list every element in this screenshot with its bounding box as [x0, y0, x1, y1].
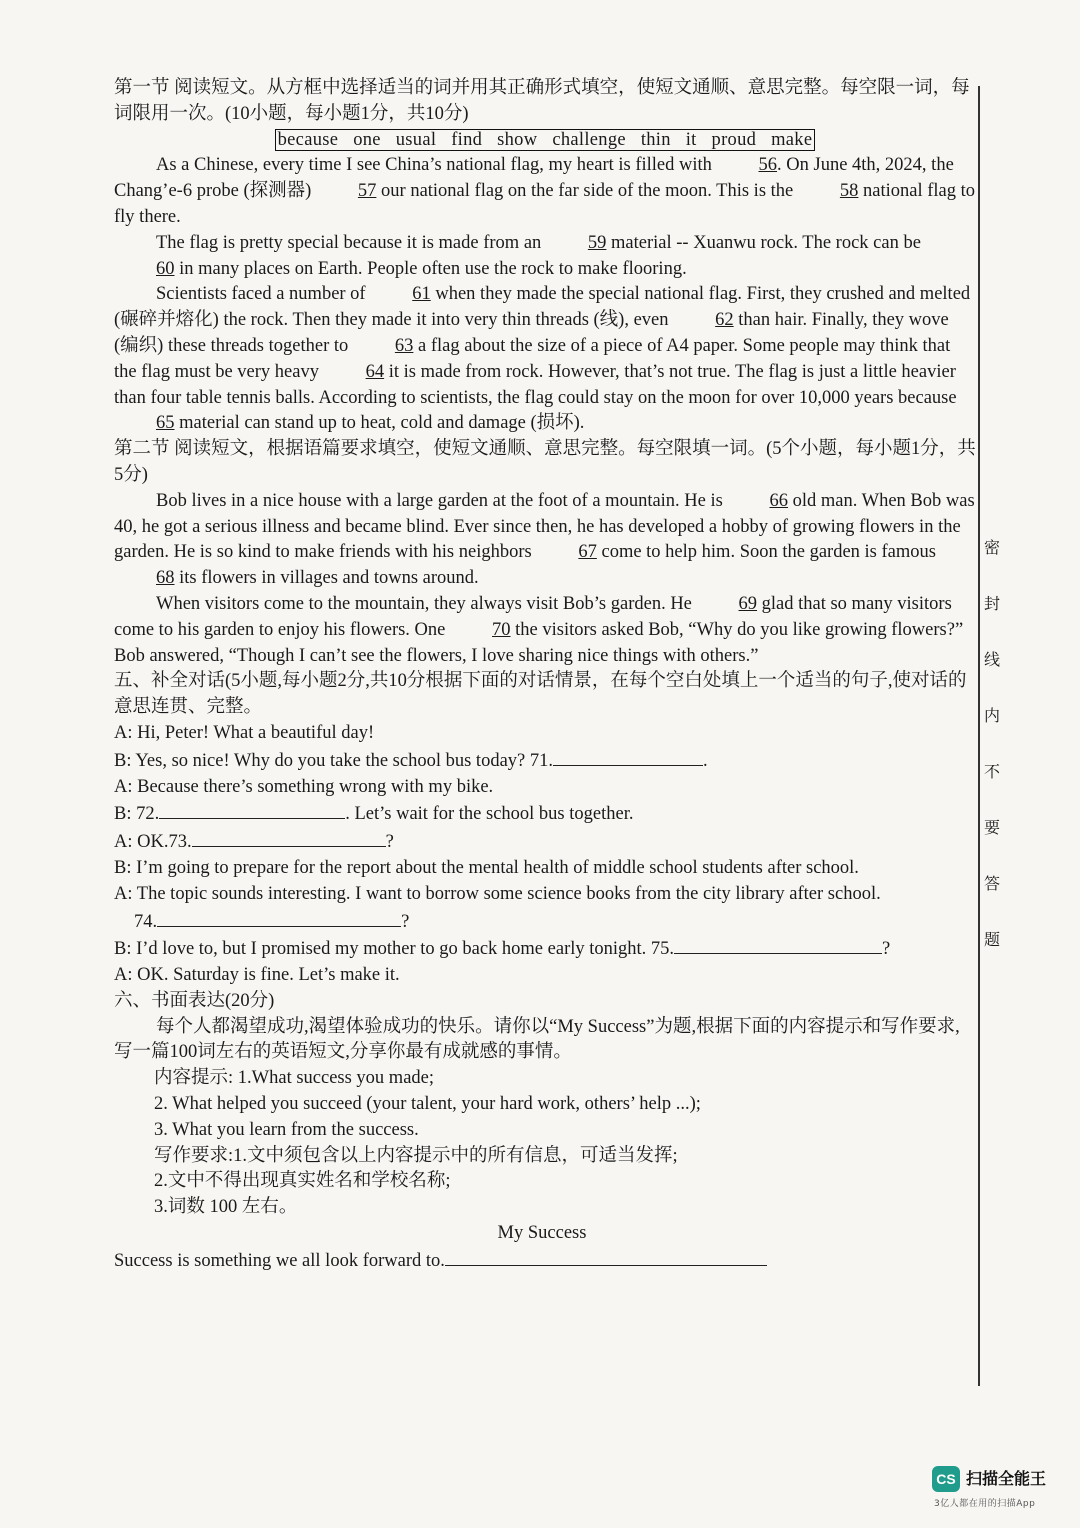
- answer-blank-72[interactable]: [159, 800, 345, 819]
- passage-text: than hair. Finally, they wove (编织) these threads together to: [114, 310, 949, 356]
- essay-blank[interactable]: [445, 1247, 767, 1266]
- dialogue-line-7: A: The topic sounds interesting. I want to borrow some science books from the city library after school.: [114, 883, 881, 904]
- requirement-1: 写作要求:1.文中须包含以上内容提示中的所有信息，可适当发挥;: [154, 1145, 678, 1166]
- passage-text: material can stand up to heat, cold and damage (损坏).: [174, 413, 585, 434]
- dialogue-text: B: 72.: [114, 804, 160, 825]
- answer-blank-73[interactable]: [192, 828, 386, 847]
- essay-title: My Success: [497, 1223, 587, 1244]
- dialogue-line-9: [114, 935, 976, 963]
- blank-62[interactable]: 62: [715, 310, 734, 331]
- passage-text: come to help him. Soon the garden is famous: [596, 542, 936, 563]
- passage-text: old man. When Bob was 40, he got a serious illness and became blind. Ever since then, he has developed a hobby of growing flowers in the garden. He is so kind to make friends with his neighbors: [114, 490, 975, 563]
- passage-text: When visitors come to the mountain, they always visit Bob’s garden. He: [156, 593, 697, 614]
- passage-text: our national flag on the far side of the moon. This is the: [376, 181, 798, 202]
- section6-header: 六、书面表达(20分): [114, 990, 275, 1011]
- margin-char: 题: [983, 930, 1000, 949]
- passage2-para1: [114, 489, 976, 592]
- blank-56[interactable]: 56: [758, 155, 778, 176]
- blank-57[interactable]: 57: [357, 181, 377, 202]
- binding-line: [978, 86, 980, 1386]
- dialogue-line-5: [114, 828, 976, 856]
- blank-58[interactable]: 58: [839, 181, 859, 202]
- passage-text: . On June 4th, 2024, the Chang’e-6 probe (探测器): [114, 155, 954, 202]
- dialogue-line-3: A: Because there’s something wrong with my bike.: [114, 776, 494, 797]
- passage-text: its flowers in villages and towns around.: [174, 568, 479, 589]
- dialogue-text: B: I’d love to, but I promised my mother to go back home early tonight. 75.: [114, 939, 675, 960]
- blank-68[interactable]: 68: [156, 568, 175, 589]
- passage-text: the visitors asked Bob, “Why do you like growing flowers?” Bob answered, “Though I can’t see the flowers, I love sharing nice things with others.”: [114, 619, 964, 666]
- passage-text: Scientists faced a number of: [156, 284, 371, 305]
- dialogue-text: B: Yes, so nice! Why do you take the school bus today? 71.: [114, 750, 553, 771]
- scanner-watermark: [932, 1466, 1072, 1518]
- dialogue-text: ?: [401, 911, 410, 932]
- margin-char: 内: [983, 706, 1000, 725]
- passage-text: it is made from rock. However, that’s not true. The flag is just a little heavier than four table tennis balls. According to scientists, the flag could stay on the moon for over 10,000 years because: [114, 361, 957, 408]
- hint-1: 内容提示: 1.What success you made;: [154, 1068, 435, 1089]
- binding-margin-notice: [982, 520, 1002, 968]
- blank-69[interactable]: 69: [738, 593, 758, 614]
- hint-3: 3. What you learn from the success.: [154, 1119, 419, 1140]
- margin-char: 答: [983, 874, 1000, 893]
- exam-content: [114, 76, 976, 1275]
- dialogue-line-2: [114, 747, 976, 775]
- passage-text: when they made the special national flag. First, they crushed and melted (碾碎并熔化) the rock. Then they made it into very thin threads (线), even: [114, 284, 971, 331]
- section5-header: 五、补全对话(5小题,每小题2分,共10分根据下面的对话情景，在每个空白处填上一个适当的句子,使对话的意思连贯、完整。: [114, 671, 967, 718]
- requirement-2: 2.文中不得出现真实姓名和学校名称;: [154, 1171, 451, 1192]
- passage2-para2: [114, 592, 976, 669]
- answer-blank-75[interactable]: [674, 935, 882, 954]
- dialogue-text: 74.: [134, 911, 158, 932]
- blank-65[interactable]: 65: [156, 413, 175, 434]
- writing-intro: 每个人都渴望成功,渴望体验成功的快乐。请你以“My Success”为题,根据下面的内容提示和写作要求,写一篇100词左右的英语短文,分享你最有成就感的事情。: [114, 1016, 960, 1063]
- answer-blank-74[interactable]: [157, 908, 401, 927]
- blank-63[interactable]: 63: [394, 335, 414, 356]
- requirement-3: 3.词数 100 左右。: [154, 1197, 298, 1218]
- dialogue-text: ?: [385, 832, 394, 853]
- passage1-para1: [114, 153, 976, 230]
- passage-text: in many places on Earth. People often use the rock to make flooring.: [174, 258, 687, 279]
- essay-start-text: Success is something we all look forward to.: [114, 1250, 445, 1271]
- passage1-para2: [114, 231, 976, 283]
- word-box: because one usual find show challenge thin it proud make: [275, 129, 816, 151]
- dialogue-text: ?: [882, 939, 891, 960]
- passage-text: glad that so many visitors come to his garden to enjoy his flowers. One: [114, 593, 952, 640]
- dialogue-line-6: B: I’m going to prepare for the report about the mental health of middle school students after school.: [114, 857, 859, 878]
- brand-slogan: 3亿人都在用的扫描App: [934, 1499, 1036, 1509]
- passage1-para3: [114, 282, 976, 437]
- dialogue-text: .: [703, 750, 708, 771]
- dialogue-text: A: OK.73.: [114, 832, 192, 853]
- answer-blank-71[interactable]: [553, 747, 703, 766]
- hint-2: 2. What helped you succeed (your talent, your hard work, others’ help ...);: [154, 1094, 701, 1115]
- margin-char: 要: [983, 818, 1000, 837]
- brand-name: 扫描全能王: [966, 1469, 1047, 1488]
- blank-61[interactable]: 61: [412, 284, 431, 305]
- dialogue-line-4: [114, 800, 976, 828]
- margin-char: 封: [983, 594, 1000, 613]
- section2-header: 第二节 阅读短文，根据语篇要求填空，使短文通顺、意思完整。每空限填一词。(5个小题，每小题1分，共5分): [114, 439, 976, 485]
- dialogue-line-1: A: Hi, Peter! What a beautiful day!: [114, 722, 375, 743]
- passage-text: national flag to fly there.: [114, 181, 976, 227]
- margin-char: 密: [983, 538, 1000, 557]
- essay-start-line: [114, 1247, 976, 1275]
- passage-text: The flag is pretty special because it is made from an: [156, 232, 546, 253]
- margin-char: 不: [983, 762, 1000, 781]
- passage-text: Bob lives in a nice house with a large garden at the foot of a mountain. He is: [156, 490, 728, 511]
- passage-text: a flag about the size of a piece of A4 paper. Some people may think that the flag must be very heavy: [114, 335, 951, 382]
- dialogue-line-10: A: OK. Saturday is fine. Let’s make it.: [114, 965, 400, 986]
- passage-text: material -- Xuanwu rock. The rock can be: [606, 232, 921, 253]
- passage-text: As a Chinese, every time I see China’s national flag, my heart is filled with: [156, 155, 717, 176]
- blank-66[interactable]: 66: [769, 490, 788, 511]
- blank-60[interactable]: 60: [156, 258, 175, 279]
- blank-67[interactable]: 67: [578, 542, 597, 563]
- cs-logo-icon: CS: [932, 1466, 960, 1492]
- word-box-wrap: [114, 128, 976, 154]
- blank-70[interactable]: 70: [492, 619, 511, 640]
- section1-header: 第一节 阅读短文。从方框中选择适当的词并用其正确形式填空，使短文通顺、意思完整。每空限一词，每词限用一次。(10小题，每小题1分，共10分): [114, 78, 970, 124]
- dialogue-text: . Let’s wait for the school bus together.: [345, 804, 634, 825]
- dialogue-line-8: [114, 908, 976, 936]
- blank-64[interactable]: 64: [365, 361, 385, 382]
- blank-59[interactable]: 59: [587, 232, 607, 253]
- margin-char: 线: [983, 650, 1000, 669]
